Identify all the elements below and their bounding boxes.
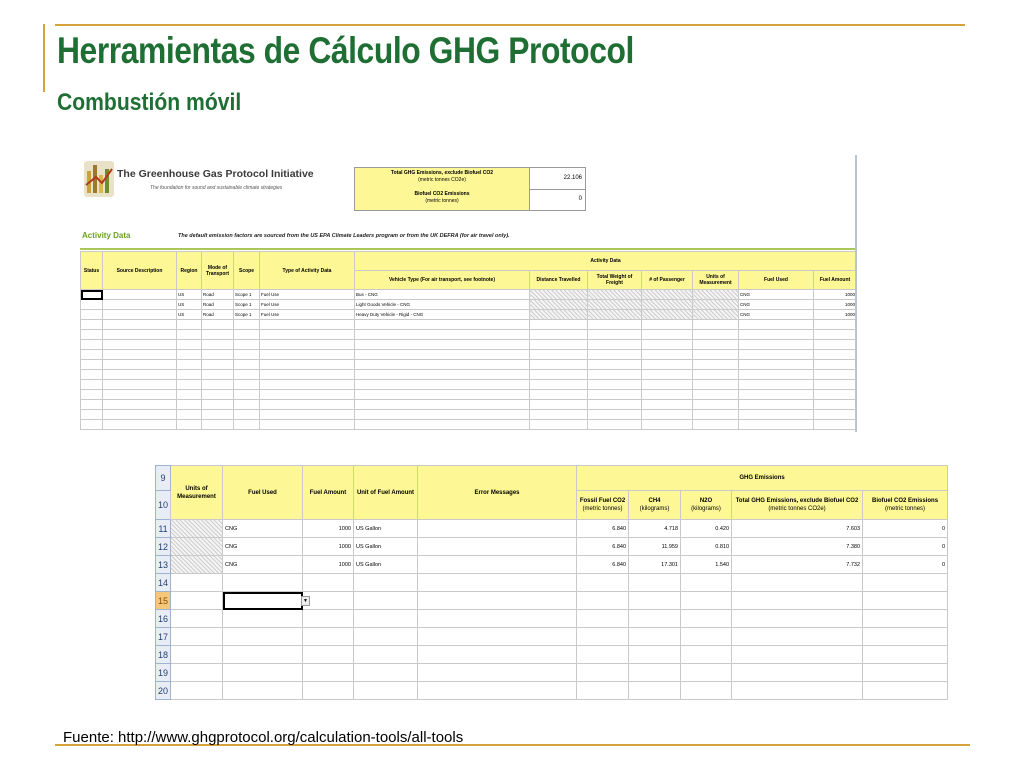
header-ghg-emissions: GHG Emissions <box>577 466 948 491</box>
header-source-description: Source Description <box>103 252 177 290</box>
summary-biofuel-value: 0 <box>578 196 582 202</box>
empty-row <box>81 370 857 380</box>
summary-total-value: 22.106 <box>563 175 582 181</box>
header-ch4: CH4 <box>648 498 661 504</box>
row-header-15[interactable]: 15 <box>156 592 171 610</box>
activity-table <box>80 251 857 430</box>
table-row <box>156 574 948 592</box>
emission-factor-note: The default emission factors are sourced from the US EPA Climate Leaders program or from the UK DEFRA (for air travel only). <box>178 233 510 239</box>
top-rule <box>55 24 965 26</box>
empty-row <box>81 420 857 430</box>
header-fuel-amount: Fuel Amount <box>814 271 857 290</box>
logo-tagline: The foundation for sound and sustainable climate strategies <box>150 185 283 191</box>
header-fuel-amount: Fuel Amount <box>303 466 354 520</box>
row-header-12[interactable]: 12 <box>156 538 171 556</box>
summary-box <box>354 167 586 211</box>
logo-text: The Greenhouse Gas Protocol Initiative <box>117 168 314 180</box>
header-freight-weight: Total Weight of Freight <box>588 271 642 290</box>
row-header-19[interactable]: 19 <box>156 664 171 682</box>
header-distance: Distance Travelled <box>530 271 588 290</box>
slide-subtitle: Combustión móvil <box>57 89 242 116</box>
header-vehicle-type: Vehicle Type (For air transport, see footnote) <box>355 271 530 290</box>
header-fuel-used: Fuel Used <box>739 271 814 290</box>
table-row: 11 CNG 1000 US Gallon 6.840 4.718 0.420 7.603 0 <box>156 520 948 538</box>
empty-row <box>81 360 857 370</box>
header-units: Units of Measurement <box>171 466 223 520</box>
row-header-11[interactable]: 11 <box>156 520 171 538</box>
table-row: US Road Scope 1 Fuel Use Bus - CNG CNG 1000 <box>81 290 857 300</box>
summary-total-label: Total GHG Emissions, exclude Biofuel CO2 <box>390 170 494 176</box>
header-fossil-unit: (metric tonnes) <box>582 506 623 512</box>
summary-biofuel-unit: (metric tonnes) <box>425 198 459 204</box>
chevron-down-icon[interactable]: ▼ <box>301 596 310 606</box>
table-row: US Road Scope 1 Fuel Use Heavy Duty Vehicle - Rigid - CNG CNG 1000 <box>81 310 857 320</box>
row-header-17[interactable]: 17 <box>156 628 171 646</box>
empty-row <box>81 350 857 360</box>
row-header-18[interactable]: 18 <box>156 646 171 664</box>
row-header-9[interactable]: 9 <box>156 466 171 491</box>
results-table <box>155 465 948 700</box>
empty-row <box>81 390 857 400</box>
ghg-protocol-logo-icon <box>82 157 116 199</box>
table-row: US Road Scope 1 Fuel Use Light Goods Vehicle - CNG CNG 1000 <box>81 300 857 310</box>
table-row <box>156 628 948 646</box>
table-row <box>156 610 948 628</box>
header-passengers: # of Passenger <box>642 271 693 290</box>
header-region: Region <box>177 252 202 290</box>
header-total-unit: (metric tonnes CO2e) <box>768 506 826 512</box>
header-n2o: N2O <box>699 498 713 504</box>
empty-row <box>81 410 857 420</box>
row-header-20[interactable]: 20 <box>156 682 171 700</box>
header-error-messages: Error Messages <box>418 466 577 520</box>
empty-row <box>81 340 857 350</box>
header-units: Units of Measurement <box>693 271 739 290</box>
header-n2o-unit: (kilograms) <box>691 506 721 512</box>
summary-total-unit: (metric tonnes CO2e) <box>418 177 466 183</box>
empty-row <box>81 330 857 340</box>
empty-row <box>81 380 857 390</box>
row-header-14[interactable]: 14 <box>156 574 171 592</box>
header-mode-of-transport: Mode of Transport <box>202 252 234 290</box>
row-header-13[interactable]: 13 <box>156 556 171 574</box>
empty-rows <box>81 320 857 430</box>
header-status: Status <box>81 252 103 290</box>
row-header-16[interactable]: 16 <box>156 610 171 628</box>
row-header-10[interactable]: 10 <box>156 491 171 520</box>
header-scope: Scope <box>234 252 260 290</box>
empty-row <box>81 400 857 410</box>
source-citation: Fuente: http://www.ghgprotocol.org/calculation-tools/all-tools <box>63 729 464 746</box>
header-fossil-co2: Fossil Fuel CO2 <box>579 498 626 504</box>
header-fuel-used: Fuel Used <box>223 466 303 520</box>
activity-sheet-screenshot <box>80 155 860 432</box>
section-divider <box>80 248 856 250</box>
slide-title: Herramientas de Cálculo GHG Protocol <box>57 30 634 71</box>
table-row <box>156 646 948 664</box>
header-ch4-unit: (kilograms) <box>639 506 670 512</box>
table-row <box>156 664 948 682</box>
fuel-used-dropdown-cell[interactable] <box>223 592 308 610</box>
table-row <box>156 682 948 700</box>
header-unit-of-fuel: Unit of Fuel Amount <box>354 466 418 520</box>
table-row: 12 CNG 1000 US Gallon 6.840 11.959 0.810 7.380 0 <box>156 538 948 556</box>
header-biofuel-co2: Biofuel CO2 Emissions <box>872 498 939 504</box>
status-cell[interactable] <box>81 290 103 300</box>
empty-row <box>81 320 857 330</box>
table-row <box>156 592 948 610</box>
summary-biofuel-label: Biofuel CO2 Emissions <box>414 191 470 197</box>
sheet-edge <box>855 155 857 432</box>
activity-data-title: Activity Data <box>82 231 131 240</box>
results-sheet-screenshot <box>155 465 947 707</box>
header-total-ghg: Total GHG Emissions, exclude Biofuel CO2 <box>735 498 859 504</box>
header-activity-data-group: Activity Data <box>355 252 857 271</box>
table-row: 13 CNG 1000 US Gallon 6.840 17.301 1.540 7.732 0 <box>156 556 948 574</box>
header-biofuel-unit: (metric tonnes) <box>885 506 926 512</box>
left-rule <box>43 24 45 92</box>
header-type-of-activity: Type of Activity Data <box>260 252 355 290</box>
